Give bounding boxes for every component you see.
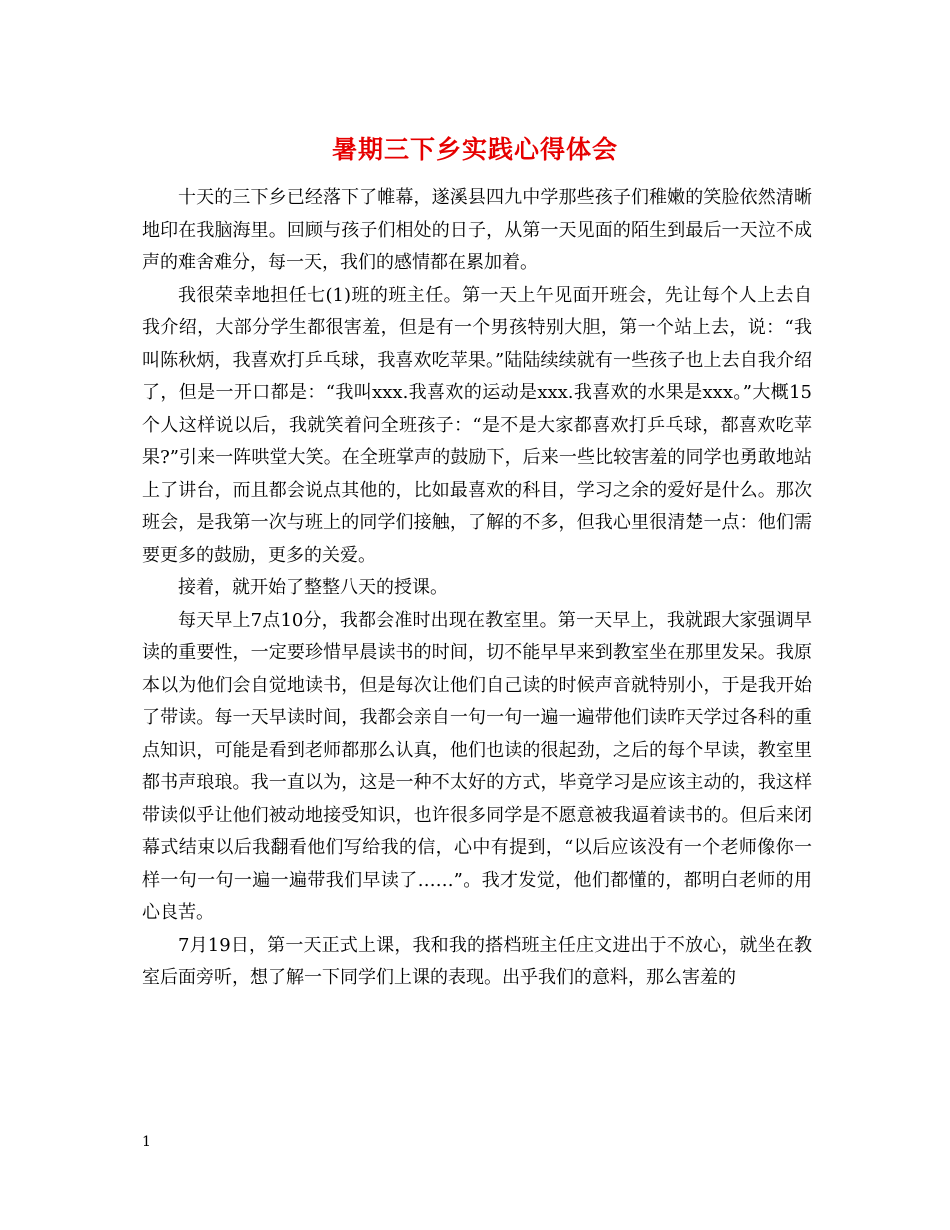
document-title: 暑期三下乡实践心得体会 [331, 135, 618, 164]
document-body [142, 182, 812, 995]
paragraph-5: 7月19日，第一天正式上课，我和我的搭档班主任庄文进出于不放心，就坐在教室后面旁听，想了解一下同学们上课的表现。出乎我们的意料，那么害羞的 [142, 934, 812, 988]
paragraph-4: 每天早上7点10分，我都会准时出现在教室里。第一天早上，我就跟大家强调早读的重要性，一定要珍惜早晨读书的时间，切不能早早来到教室坐在那里发呆。我原本以为他们会自觉地读书，但是每次让他们自己读的时候声音就特别小，于是我开始了带读。每一天早读时间，我都会亲自一句一句一遍一遍带他们读昨天学过各科的重点知识，可能是看到老师都那么认真，他们也读的很起劲，之后的每个早读，教室里都书声琅琅。我一直以为，这是一种不太好的方式，毕竟学习是应该主动的，我这样带读似乎让他们被动地接受知识，也许很多同学是不愿意被我逼着读书的。但后来闭幕式结束以后我翻看他们写给我的信，心中有提到，“以后应该没有一个老师像你一样一句一句一遍一遍带我们早读了……”。我才发觉，他们都懂的，都明白老师的用心良苦。 [142, 609, 812, 923]
page-number: 1 [142, 1134, 151, 1150]
paragraph-1: 十天的三下乡已经落下了帷幕，遂溪县四九中学那些孩子们稚嫩的笑脸依然清晰地印在我脑海里。回顾与孩子们相处的日子，从第一天见面的陌生到最后一天泣不成声的难舍难分，每一天，我们的感情都在累加着。 [142, 187, 812, 273]
paragraph-3: 接着，就开始了整整八天的授课。 [178, 577, 448, 598]
paragraph-2: 我很荣幸地担任七(1)班的班主任。第一天上午见面开班会，先让每个人上去自我介绍，大部分学生都很害羞，但是有一个男孩特别大胆，第一个站上去，说：“我叫陈秋炳，我喜欢打乒乓球，我喜欢吃苹果。”陆陆续续就有一些孩子也上去自我介绍了，但是一开口都是：“我叫xxx.我喜欢的运动是xxx.我喜欢的水果是xxx。”大概15个人这样说以后，我就笑着问全班孩子：“是不是大家都喜欢打乒乓球，都喜欢吃苹果?”引来一阵哄堂大笑。在全班掌声的鼓励下，后来一些比较害羞的同学也勇敢地站上了讲台，而且都会说点其他的，比如最喜欢的科目，学习之余的爱好是什么。那次班会，是我第一次与班上的同学们接触，了解的不多，但我心里很清楚一点：他们需要更多的鼓励，更多的关爱。 [142, 284, 812, 566]
